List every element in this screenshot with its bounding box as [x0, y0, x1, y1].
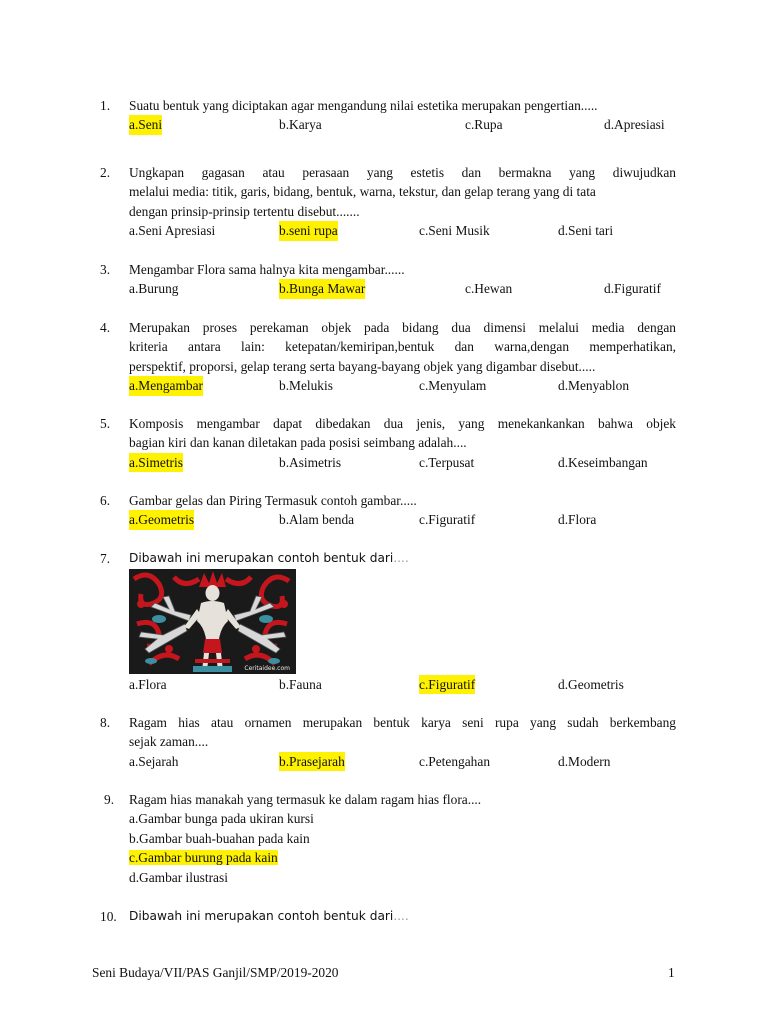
question-text-main: Dibawah ini merupakan contoh bentuk dari	[129, 909, 394, 923]
option-a: a.Sejarah	[129, 753, 179, 769]
question-1	[100, 96, 676, 135]
page-number: 1	[668, 965, 675, 980]
option-c: c.Menyulam	[419, 378, 487, 394]
question-10	[100, 907, 676, 926]
option-d: d.Gambar ilustrasi	[129, 869, 228, 885]
question-dots: ....	[393, 551, 409, 565]
question-text	[129, 907, 676, 926]
option-d: d.Modern	[558, 753, 611, 769]
option-a: a.Flora	[129, 677, 167, 692]
dayak-ornament-image	[129, 569, 296, 674]
option-a-answer: a.Simetris	[129, 453, 183, 472]
question-text: perspektif, proporsi, gelap terang serta bayang-bayang objek yang digambar disebut.....	[129, 358, 596, 374]
question-number: 10.	[100, 909, 117, 924]
question-number: 4.	[100, 320, 111, 335]
question-4	[100, 318, 676, 396]
question-2	[100, 163, 676, 241]
option-d: d.Flora	[558, 512, 597, 528]
option-b: b.Fauna	[279, 677, 322, 692]
question-text: Suatu bentuk yang diciptakan agar mengandung nilai estetika merupakan pengertian.....	[129, 98, 598, 113]
option-b-answer: b.seni rupa	[279, 221, 338, 240]
question-text: Gambar gelas dan Piring Termasuk contoh gambar.....	[129, 493, 417, 508]
option-b: b.Melukis	[279, 378, 333, 394]
option-b-answer: b.Bunga Mawar	[279, 279, 365, 298]
option-b: b.Alam benda	[279, 512, 355, 528]
footer-course-info: Seni Budaya/VII/PAS Ganjil/SMP/2019-2020	[92, 965, 339, 980]
question-text: Ungkapan gagasan atau perasaan yang estetis dan bermakna yang diwujudkan	[129, 165, 676, 180]
option-d: d.Menyablon	[558, 378, 630, 394]
question-9	[100, 790, 676, 887]
question-7-options	[100, 675, 676, 694]
option-a: a.Seni Apresiasi	[129, 223, 216, 239]
option-c: c.Seni Musik	[419, 223, 490, 239]
question-6	[100, 491, 676, 530]
option-d: d.Seni tari	[558, 223, 614, 239]
option-d: d.Figuratif	[604, 281, 661, 297]
option-c-answer: c.Gambar burung pada kain	[129, 850, 278, 866]
question-8	[100, 713, 676, 771]
question-text: bagian kiri dan kanan diletakan pada posisi seimbang adalah....	[129, 435, 467, 451]
option-a-answer: a.Seni	[129, 115, 162, 134]
option-a: a.Gambar bunga pada ukiran kursi	[129, 811, 314, 827]
question-number: 8.	[100, 715, 111, 730]
question-text: Ragam hias atau ornamen merupakan bentuk karya seni rupa yang sudah berkembang	[129, 715, 676, 730]
option-a-answer: a.Geometris	[129, 510, 194, 529]
question-number: 6.	[100, 493, 111, 508]
question-dots: ....	[393, 909, 409, 923]
image-watermark: Ceritaidee.com	[244, 665, 290, 672]
option-c: c.Rupa	[465, 117, 503, 133]
option-b: b.Karya	[279, 117, 322, 133]
question-number: 5.	[100, 416, 111, 431]
option-b: b.Gambar buah-buahan pada kain	[129, 830, 310, 846]
option-c: c.Terpusat	[419, 454, 475, 470]
option-c: c.Petengahan	[419, 753, 491, 769]
question-number: 9.	[104, 792, 115, 807]
question-text: Komposis mengambar dapat dibedakan dua jenis, yang menekankankan bahwa objek	[129, 416, 676, 431]
question-text-main: Dibawah ini merupakan contoh bentuk dari	[129, 551, 394, 565]
question-3	[100, 260, 676, 299]
question-text: Mengambar Flora sama halnya kita mengambar......	[129, 262, 405, 277]
question-text	[129, 549, 676, 568]
option-b-answer: b.Prasejarah	[279, 752, 345, 771]
option-c-answer: c.Figuratif	[419, 675, 475, 694]
question-number: 7.	[100, 551, 111, 566]
question-text: melalui media: titik, garis, bidang, bentuk, warna, tekstur, dan gelap terang yang di tata	[129, 184, 596, 200]
question-text: kriteria antara lain: ketepatan/kemiripan,bentuk dan warna,dengan memperhatikan,	[129, 339, 676, 355]
question-text: sejak zaman....	[129, 734, 209, 750]
option-d: d.Geometris	[558, 677, 624, 692]
option-a-answer: a.Mengambar	[129, 376, 203, 395]
option-d: d.Keseimbangan	[558, 454, 648, 470]
question-5	[100, 414, 676, 472]
question-text: dengan prinsip-prinsip tertentu disebut.......	[129, 203, 360, 219]
option-b: b.Asimetris	[279, 454, 342, 470]
option-d: d.Apresiasi	[604, 117, 665, 133]
question-number: 1.	[100, 98, 111, 113]
option-c: c.Figuratif	[419, 512, 476, 528]
option-a: a.Burung	[129, 281, 179, 297]
question-text: Ragam hias manakah yang termasuk ke dalam ragam hias flora....	[129, 792, 482, 807]
question-number: 3.	[100, 262, 111, 277]
option-c: c.Hewan	[465, 281, 513, 297]
question-text: Merupakan proses perekaman objek pada bidang dua dimensi melalui media dengan	[129, 320, 676, 335]
question-7	[100, 549, 676, 568]
question-number: 2.	[100, 165, 111, 180]
